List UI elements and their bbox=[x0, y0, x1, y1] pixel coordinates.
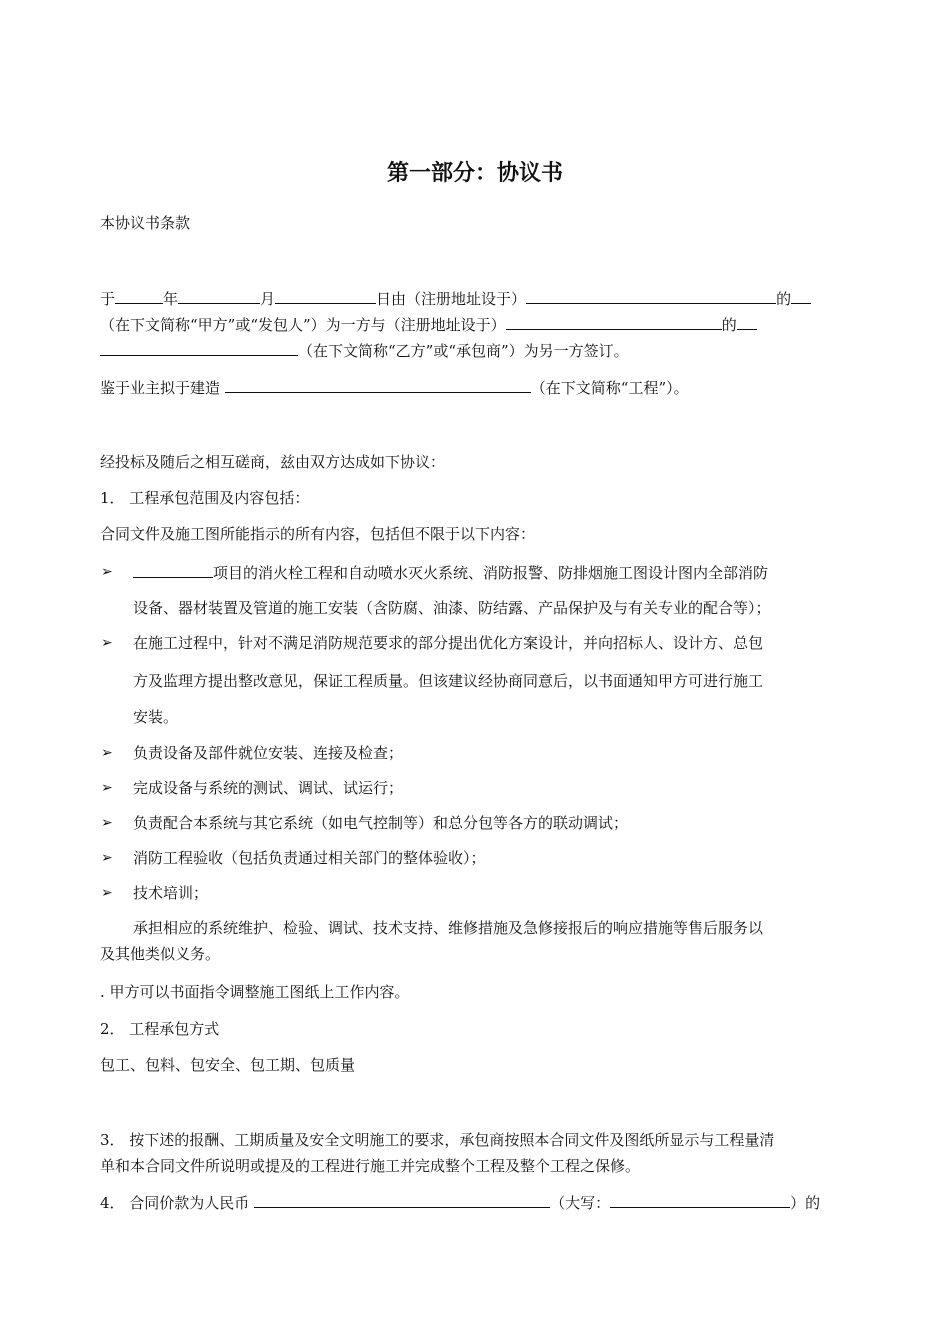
section-3-line-1: 3． 按下述的报酬、工期质量及安全文明施工的要求，承包商按照本合同文件及图纸所显示与工程量清 bbox=[100, 1131, 775, 1149]
section-1-title: 1． 工程承包范围及内容包括： bbox=[100, 489, 310, 507]
after-service-line-1: 承担相应的系统维护、检验、调试、技术支持、维修措施及急修接报后的响应措施等售后服务以 bbox=[133, 919, 764, 937]
bullet-icon: ➢ bbox=[101, 850, 113, 866]
list-item: 完成设备与系统的测试、调试、试运行； bbox=[133, 779, 404, 797]
list-item: 项目的消火栓工程和自动喷水灭火系统、消防报警、防排烟施工图设计图内全部消防 bbox=[133, 562, 768, 583]
section-1-intro: 合同文件及施工图所能指示的所有内容，包括但不限于以下内容： bbox=[100, 525, 536, 543]
list-item-cont: 安装。 bbox=[133, 708, 179, 726]
party-line-3: （在下文简称“乙方”或“承包商”）为另一方签订。 bbox=[100, 340, 629, 361]
bullet-icon: ➢ bbox=[101, 564, 113, 580]
list-item: 负责设备及部件就位安装、连接及检查； bbox=[133, 744, 404, 762]
page-title: 第一部分：协议书 bbox=[386, 161, 563, 186]
year-blank[interactable] bbox=[115, 288, 163, 304]
section-3-line-2: 单和本合同文件所说明或提及的工程进行施工并完成整个工程及整个工程之保修。 bbox=[100, 1157, 641, 1175]
section-4-line: 4． 合同价款为人民币 （大写： ）的 bbox=[100, 1194, 821, 1212]
party-b-address-blank[interactable] bbox=[506, 314, 722, 330]
price-words-blank[interactable] bbox=[610, 1192, 790, 1208]
bullet-icon: ➢ bbox=[101, 815, 113, 831]
adjust-note: . 甲方可以书面指令调整施工图纸上工作内容。 bbox=[100, 983, 410, 1001]
project-blank[interactable] bbox=[133, 562, 213, 578]
price-number-blank[interactable] bbox=[254, 1192, 550, 1208]
list-item: 在施工过程中，针对不满足消防规范要求的部分提出优化方案设计，并向招标人、设计方、总包 bbox=[133, 634, 764, 652]
agree-intro: 经投标及随后之相互磋商，兹由双方达成如下协议： bbox=[100, 453, 446, 471]
bullet-icon: ➢ bbox=[101, 635, 113, 651]
section-2-title: 2． 工程承包方式 bbox=[100, 1020, 220, 1038]
bullet-icon: ➢ bbox=[101, 885, 113, 901]
section-2-body: 包工、包料、包安全、包工期、包质量 bbox=[100, 1056, 356, 1074]
list-item: 技术培训； bbox=[133, 884, 209, 902]
list-item: 消防工程验收（包括负责通过相关部门的整体验收）； bbox=[133, 849, 486, 867]
bullet-icon: ➢ bbox=[101, 745, 113, 761]
project-name-blank[interactable] bbox=[225, 377, 531, 393]
party-a-name-blank[interactable] bbox=[791, 288, 811, 304]
party-b-name-blank[interactable] bbox=[737, 314, 757, 330]
day-blank[interactable] bbox=[275, 288, 376, 304]
bullet-icon: ➢ bbox=[101, 780, 113, 796]
after-service-line-2: 及其他类似义务。 bbox=[100, 945, 221, 963]
project-line: 鉴于业主拟于建造 （在下文简称“工程”）。 bbox=[100, 379, 689, 397]
month-blank[interactable] bbox=[178, 288, 260, 304]
subtitle: 本协议书条款 bbox=[100, 214, 191, 232]
list-item-cont: 方及监理方提出整改意见，保证工程质量。但该建议经协商同意后，以书面通知甲方可进行施工 bbox=[133, 672, 764, 690]
party-a-address-blank[interactable] bbox=[526, 288, 776, 304]
party-line-2: （在下文简称“甲方”或“发包人”）为一方与（注册地址设于） 的 bbox=[100, 314, 757, 335]
party-line-1: 于 年 月 日由（注册地址设于） 的 bbox=[100, 288, 811, 309]
list-item: 负责配合本系统与其它系统（如电气控制等）和总分包等各方的联动调试； bbox=[133, 814, 629, 832]
party-b-name-blank-2[interactable] bbox=[100, 340, 298, 356]
list-item-cont: 设备、器材装置及管道的施工安装（含防腐、油漆、防结露、产品保护及与有关专业的配合等）； bbox=[133, 599, 771, 617]
